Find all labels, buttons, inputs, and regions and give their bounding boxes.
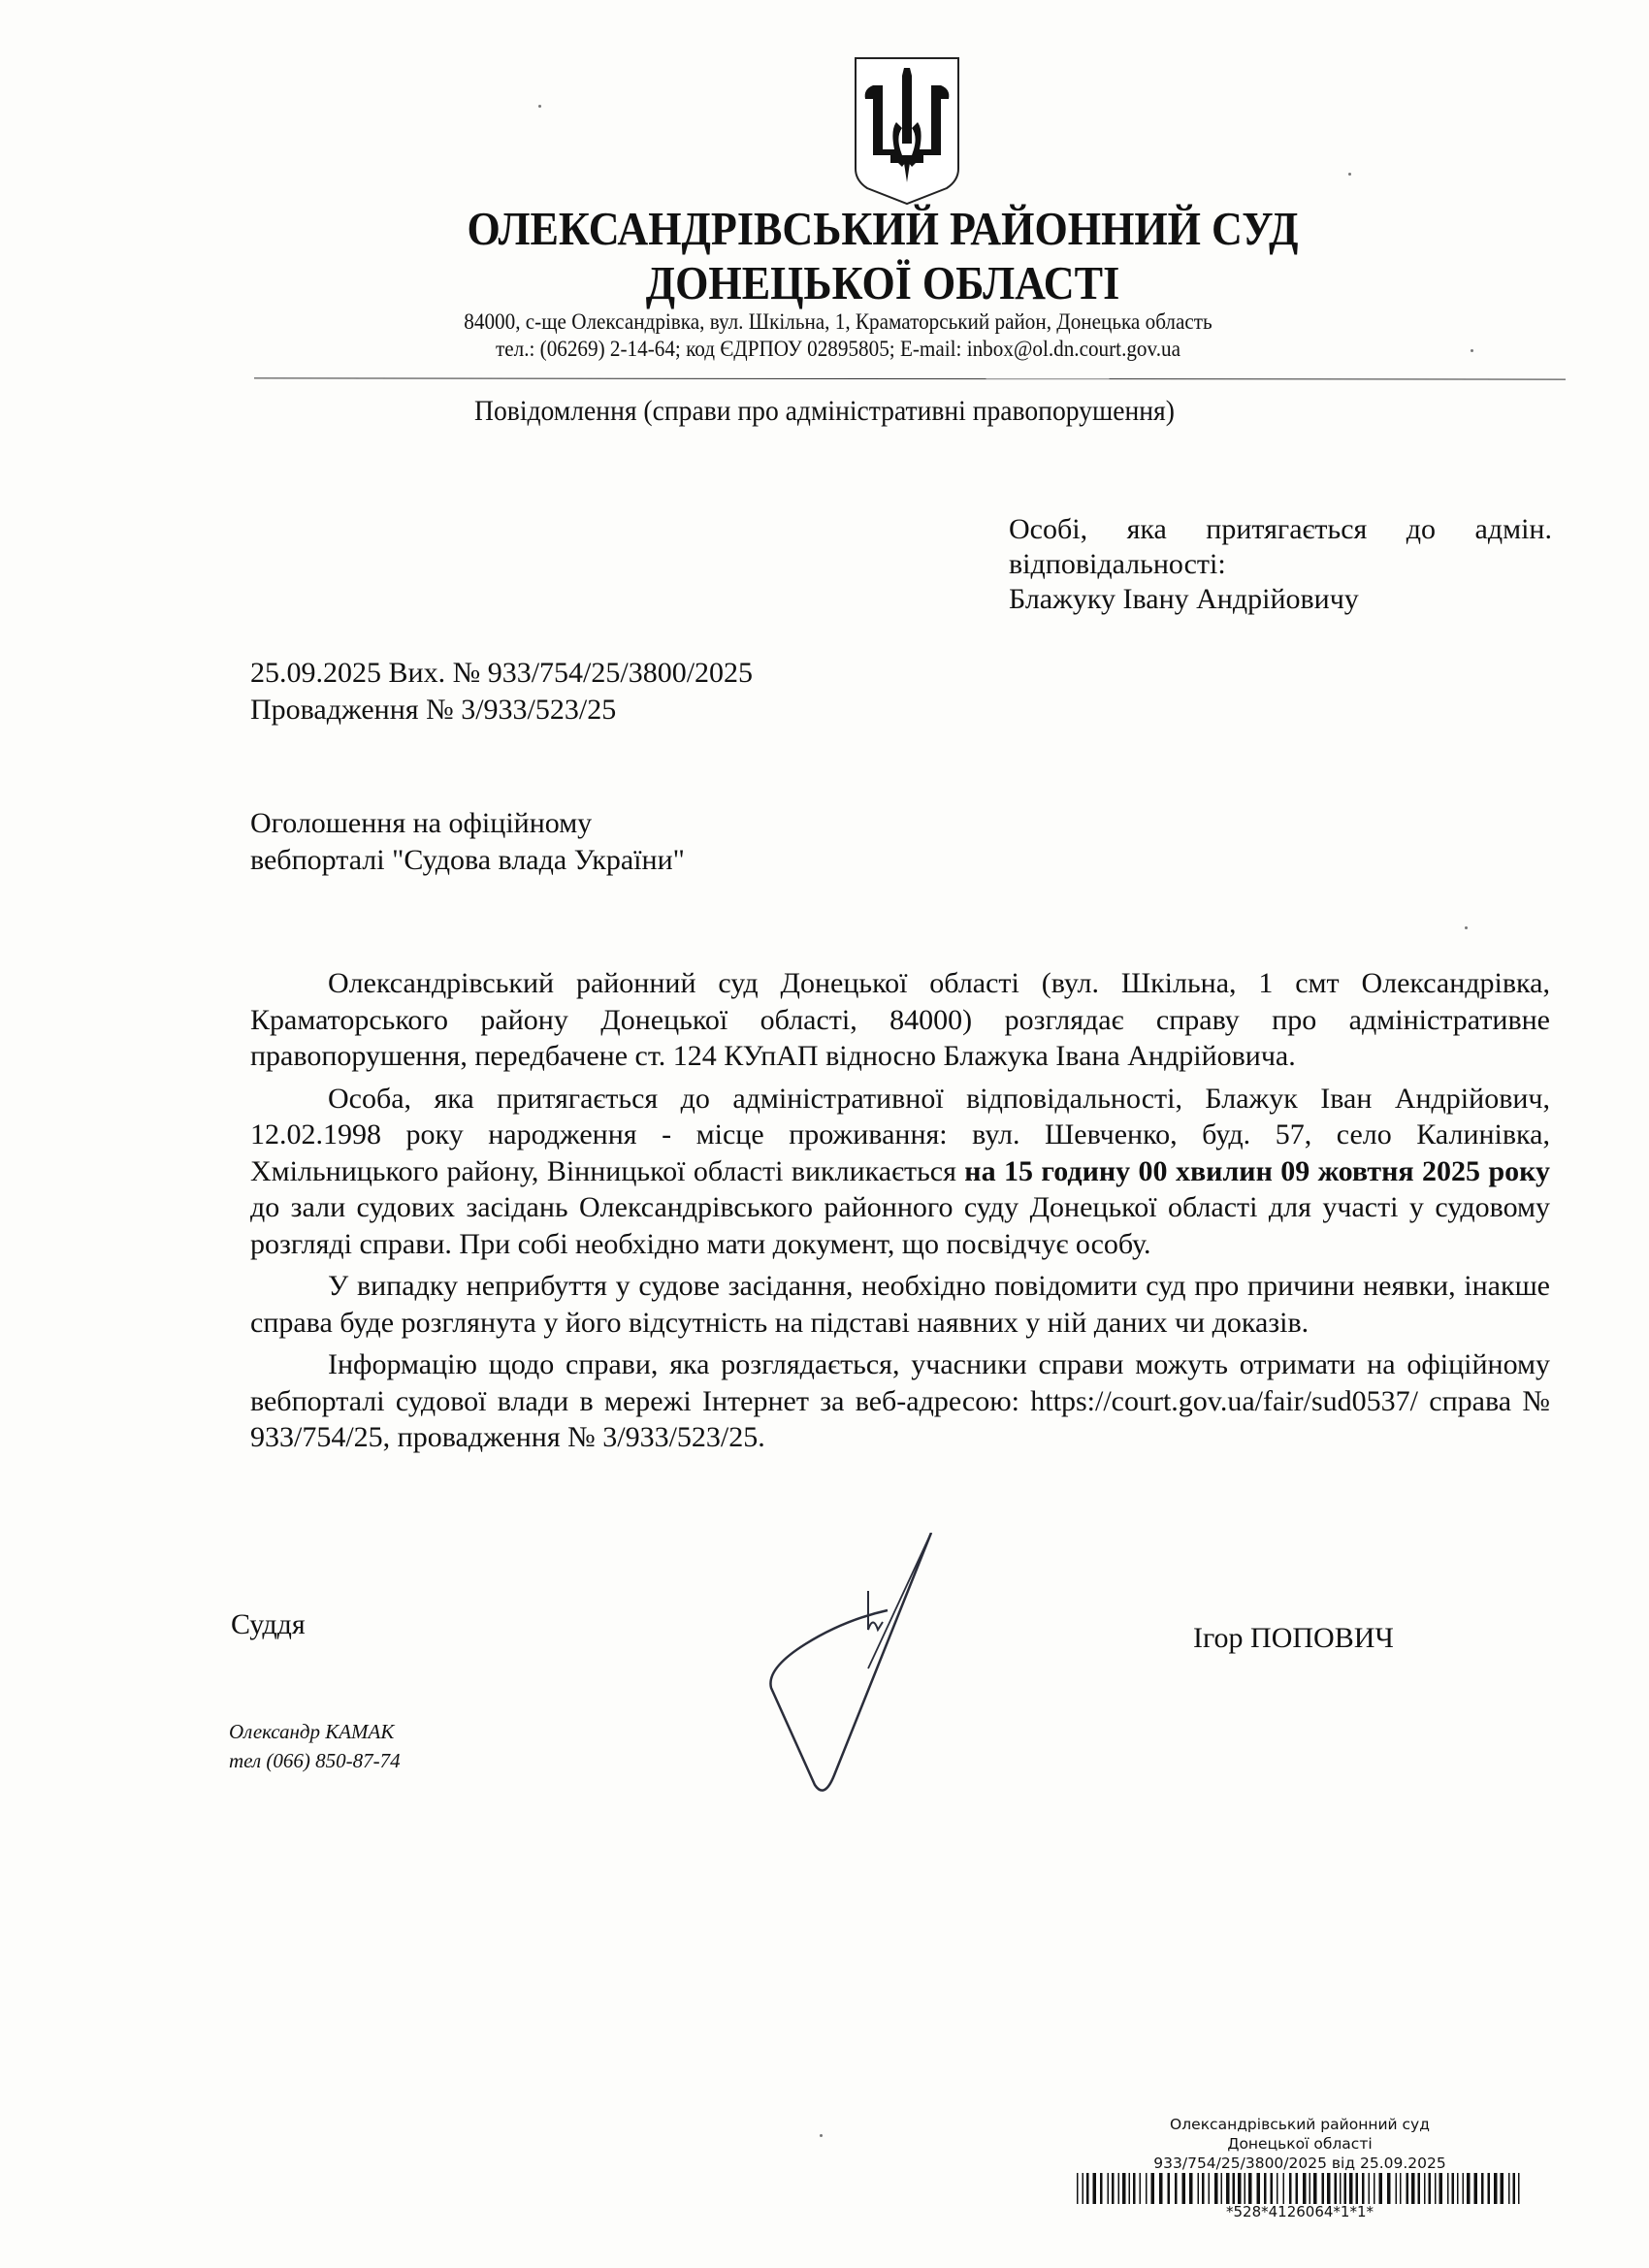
barcode-bar [1349, 2173, 1353, 2204]
barcode-bar [1344, 2173, 1347, 2204]
header-divider [254, 377, 1566, 379]
barcode-bar [1400, 2173, 1402, 2204]
addressee-word: Особі, [1009, 513, 1088, 545]
barcode-bar [1271, 2173, 1274, 2204]
barcode-bar [1356, 2173, 1359, 2204]
addressee-line2: відповідальності: [1009, 548, 1226, 580]
barcode-bar [1289, 2173, 1292, 2204]
executor-phone: тел (066) 850-87-74 [229, 1749, 401, 1772]
barcode-bar [1182, 2173, 1186, 2204]
barcode-bar [1168, 2173, 1171, 2204]
barcode-bar [1481, 2173, 1484, 2204]
addressee-name: Блажуку Івану Андрійовичу [1009, 583, 1359, 615]
barcode-bar [1369, 2173, 1371, 2204]
barcode-bar [1518, 2173, 1520, 2204]
barcode-bar [1189, 2173, 1193, 2204]
barcode-bar [1077, 2173, 1079, 2204]
barcode-bar [1362, 2173, 1365, 2204]
court-contacts: тел.: (06269) 2-14-64; код ЄДРПОУ 02895805; E-mail: inbox@ol.dn.court.gov.ua [495, 337, 1180, 361]
paragraph-case-description: Олександрівський районний суд Донецької області (вул. Шкільна, 1 смт Олександрівка, Краматорського району Донецької області, 84000) розглядає справу про адміністративне правопорушення, передбачене ст. 124 КУпАП відносно Блажука Івана Андрійовича. [250, 967, 1550, 1072]
barcode-bar [1202, 2173, 1205, 2204]
scan-speck [1465, 926, 1468, 929]
hearing-datetime: на 15 годину 00 хвилин 09 жовтня 2025 року [964, 1154, 1550, 1187]
barcode-bar [1303, 2173, 1307, 2204]
addressee-word: яка [1126, 513, 1167, 545]
barcode-bar [1233, 2173, 1236, 2204]
barcode-bar [1118, 2173, 1120, 2204]
addressee-word: до [1406, 513, 1437, 545]
addressee-word: притягається [1206, 513, 1368, 545]
ukraine-trident-emblem-icon [852, 54, 962, 206]
notice-body [250, 965, 1550, 1462]
barcode-bar [1424, 2173, 1426, 2204]
barcode-bar [1129, 2173, 1131, 2204]
barcode-bar [1310, 2173, 1311, 2204]
addressee-line1 [1009, 512, 1552, 547]
barcode-bar [1387, 2173, 1391, 2204]
stamp-court-line2: Донецької області [1227, 2135, 1373, 2153]
barcode-bar [1248, 2173, 1252, 2204]
barcode-bar [1429, 2173, 1432, 2204]
barcode-bar [1245, 2173, 1246, 2204]
barcode-bar [1083, 2173, 1084, 2204]
barcode-bar [1226, 2173, 1230, 2204]
barcode-bar [1340, 2173, 1342, 2204]
barcode-bar [1406, 2173, 1409, 2204]
scan-speck [538, 105, 541, 108]
barcode-bar [1457, 2173, 1459, 2204]
barcode-bar [1463, 2173, 1465, 2204]
announcement-line2: вебпорталі "Судова влада України" [250, 844, 685, 876]
barcode-bar [1283, 2173, 1285, 2204]
barcode-text: *528*4126064*1*1* [1225, 2203, 1374, 2220]
paragraph-summons [250, 1081, 1550, 1263]
barcode-bar [1146, 2173, 1148, 2204]
barcode-bar [1374, 2173, 1375, 2204]
barcode-bar [1112, 2173, 1115, 2204]
barcode-bar [1159, 2173, 1163, 2204]
barcode-bar [1508, 2173, 1510, 2204]
barcode-bar [1396, 2173, 1398, 2204]
scan-speck [1471, 349, 1473, 352]
barcode-bar [1439, 2173, 1443, 2204]
paragraph-absence: У випадку неприбуття у судове засідання, необхідно повідомити суд про причини неявки, інакше справа буде розглянута у його відсутність на підставі наявних у ній даних чи доказів. [250, 1270, 1550, 1339]
scan-speck [820, 2134, 823, 2137]
barcode-bar [1214, 2173, 1218, 2204]
executor-block [229, 1717, 401, 1775]
executor-name: Олександр КАМАК [229, 1720, 395, 1743]
court-name-line1: ОЛЕКСАНДРІВСЬКИЙ РАЙОННИЙ СУД [467, 202, 1299, 255]
barcode-bar [1277, 2173, 1278, 2204]
barcode-bar [1313, 2173, 1317, 2204]
announcement-heading [250, 805, 685, 879]
handwritten-signature-icon [679, 1533, 1067, 1824]
scan-speck [1348, 173, 1351, 176]
barcode-bar [1198, 2173, 1200, 2204]
court-name-line2: ДОНЕЦЬКОЇ ОБЛАСТІ [645, 256, 1120, 309]
barcode-bar [1175, 2173, 1178, 2204]
court-address: 84000, с-ще Олександрівка, вул. Шкільна, 1, Краматорський район, Донецька область [464, 309, 1212, 334]
barcode-bar [1140, 2173, 1142, 2204]
barcode-bar [1108, 2173, 1110, 2204]
summons-text-cont: до зали судових засідань Олександрівського районного суду Донецької області для участі у судовому розгляді справи. При собі необхідно мати документ, що посвідчує особу. [250, 1191, 1550, 1260]
barcode-bar [1264, 2173, 1267, 2204]
barcode-bar [1086, 2173, 1089, 2204]
barcode-bar [1411, 2173, 1415, 2204]
judge-title: Суддя [231, 1608, 306, 1640]
barcode-bar [1447, 2173, 1449, 2204]
barcode-bar [1513, 2173, 1516, 2204]
addressee-block [1009, 512, 1552, 617]
addressee-word: адмін. [1474, 513, 1552, 545]
barcode-bar [1474, 2173, 1478, 2204]
barcode-bar [1151, 2173, 1155, 2204]
barcode-bar [1133, 2173, 1136, 2204]
barcode-bar [1327, 2173, 1331, 2204]
barcode-bar [1418, 2173, 1421, 2204]
barcode-bar [1221, 2173, 1223, 2204]
barcode-bar [1122, 2173, 1126, 2204]
barcode-bar [1238, 2173, 1242, 2204]
stamp-reg-number: 933/754/25/3800/2025 від 25.09.2025 [1153, 2155, 1446, 2172]
judge-name: Ігор ПОПОВИЧ [1193, 1622, 1394, 1654]
barcode-bar [1209, 2173, 1211, 2204]
proceeding-number: Провадження № 3/933/523/25 [250, 694, 617, 726]
barcode-bar [1093, 2173, 1097, 2204]
barcode-bar [1322, 2173, 1325, 2204]
barcode-bar [1296, 2173, 1299, 2204]
paragraph-info: Інформацію щодо справи, яка розглядається, учасники справи можуть отримати на офіційному вебпорталі судової влади в мережі Інтернет за веб-адресою: https://court.gov.ua/fair/sud0537/ справа № 933/754/25, провадження № 3/933/523/25. [250, 1348, 1550, 1453]
barcode-bar [1494, 2173, 1498, 2204]
registration-stamp [1048, 2115, 1552, 2219]
reference-block [250, 655, 753, 729]
barcode-bar [1488, 2173, 1491, 2204]
document-type: Повідомлення (справи про адміністративні правопорушення) [474, 395, 1175, 427]
barcode-bar [1379, 2173, 1383, 2204]
barcode-bar [1100, 2173, 1103, 2204]
barcode-bar [1335, 2173, 1338, 2204]
barcode-bar [1257, 2173, 1261, 2204]
barcode-bar [1435, 2173, 1437, 2204]
outgoing-number: 25.09.2025 Вих. № 933/754/25/3800/2025 [250, 657, 754, 689]
barcode-icon [1077, 2173, 1523, 2204]
barcode-bar [1501, 2173, 1504, 2204]
barcode-bar [1452, 2173, 1455, 2204]
announcement-line1: Оголошення на офіційному [250, 807, 593, 839]
barcode-bar [1467, 2173, 1471, 2204]
summons-text: Особа, яка притягається до адміністративної відповідальності, Блажук Іван Андрійович, 12.02.1998 року народження - місце проживання: вул. Шевченко, буд. 57, село Калинівка, Хмільницького району, Вінницької області викликається [250, 1082, 1550, 1187]
stamp-court-line1: Олександрівський районний суд [1170, 2116, 1430, 2133]
